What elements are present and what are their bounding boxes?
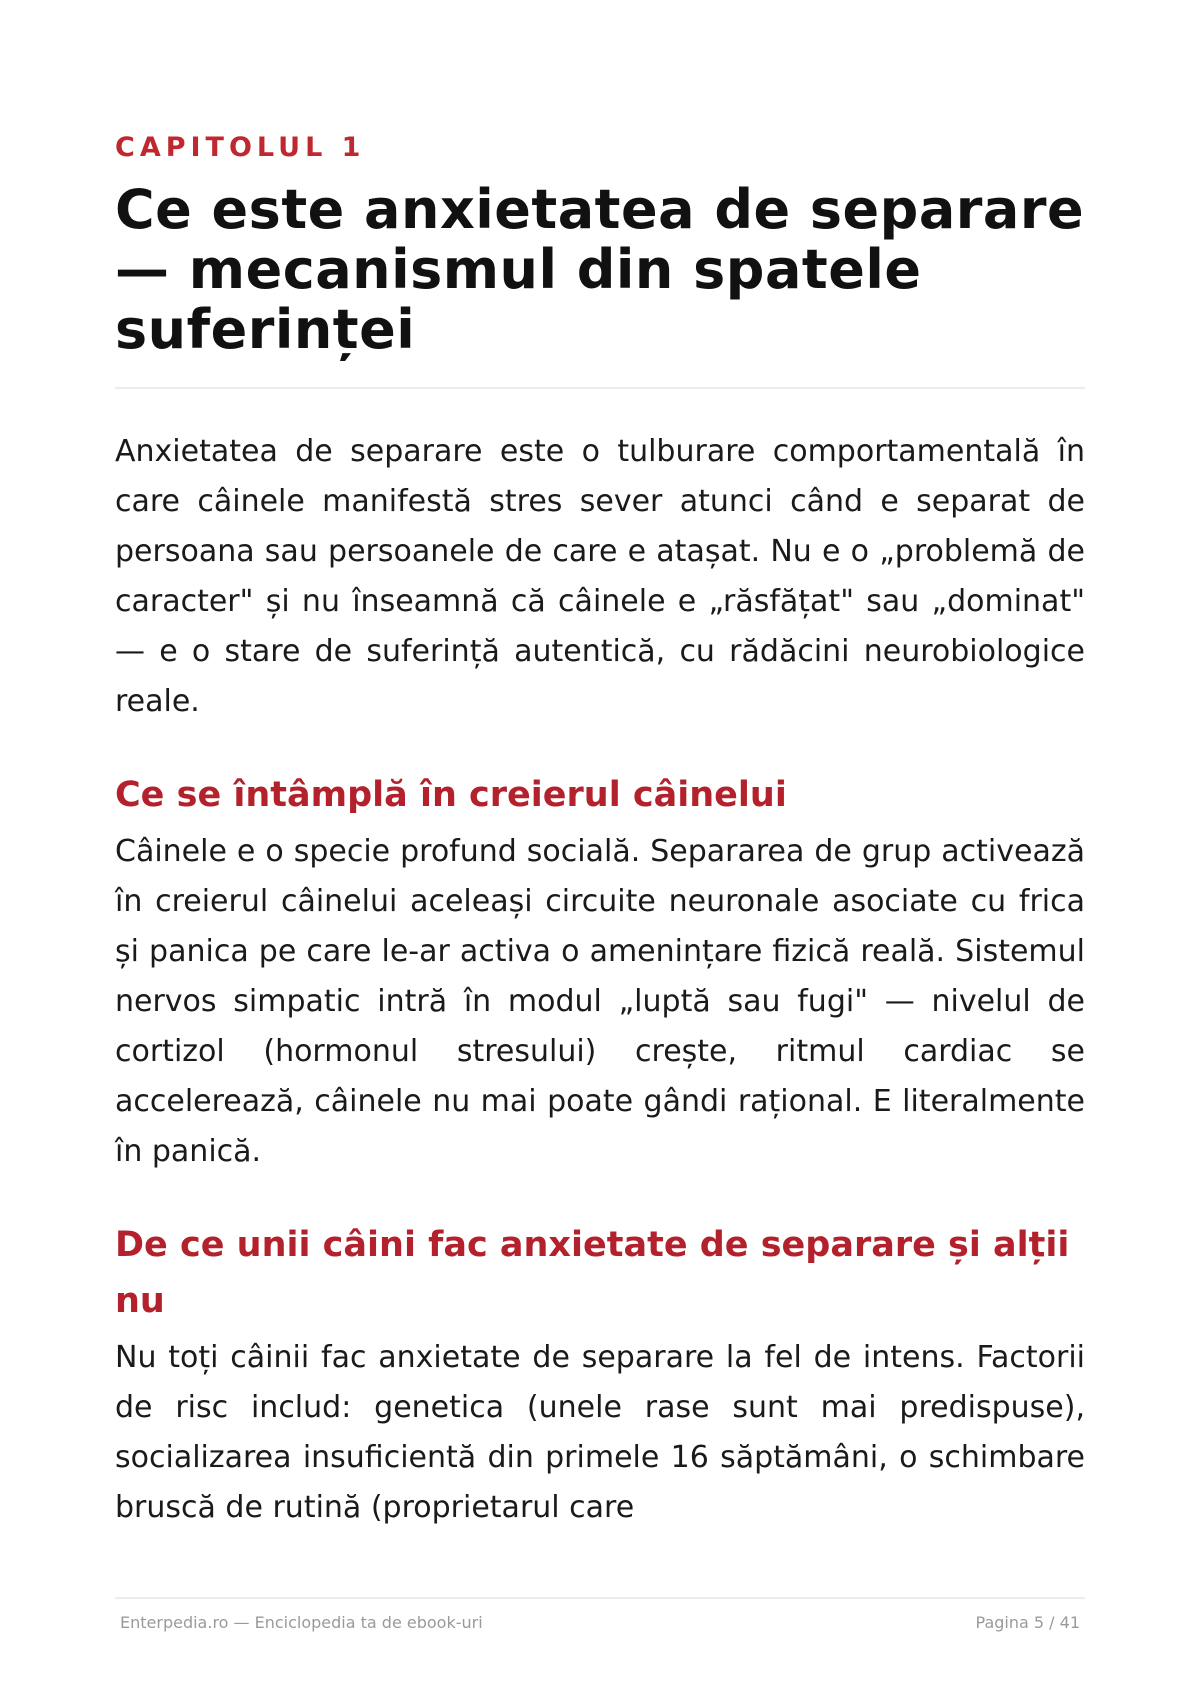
section-heading-risk-factors: De ce unii câini fac anxietate de separare și alții nu [115, 1225, 1070, 1321]
footer-site-name: Enterpedia.ro — Enciclopedia ta de ebook-uri [120, 1613, 483, 1632]
footer-page-number: Pagina 5 / 41 [975, 1613, 1080, 1632]
section-heading-brain: Ce se întâmplă în creierul câinelui [115, 775, 787, 815]
page-content [115, 128, 1085, 1533]
section-paragraph-risk-factors: Nu toți câinii fac anxietate de separare la fel de intens. Factorii de risc includ: genetica (unele rase sunt mai predispuse), socializarea insuficientă din primele 16 săptămâni, o schimbare bruscă de rutină (proprietarul care [115, 1340, 1085, 1525]
section-paragraph-brain: Câinele e o specie profund socială. Separarea de grup activează în creierul câinelui aceleași circuite neuronale asociate cu frica și panica pe care le-ar activa o amenințare fizică reală. Sistemul nervos simpatic intră în modul „luptă sau fugi" — nivelul de cortizol (hormonul stresului) crește, ritmul cardiac se accelerează, câinele nu mai poate gândi rațional. E literalmente în panică. [115, 834, 1085, 1169]
chapter-title: Ce este anxietatea de separare — mecanismul din spatele suferinței [115, 178, 1085, 361]
title-divider [115, 387, 1085, 389]
intro-paragraph: Anxietatea de separare este o tulburare comportamentală în care câinele manifestă stres sever atunci când e separat de persoana sau persoanele de care e atașat. Nu e o „problemă de caracter" și nu înseamnă că câinele e „răsfățat" sau „dominat" — e o stare de suferință autentică, cu rădăcini neurobiologice reale. [115, 434, 1085, 719]
chapter-label: CAPITOLUL 1 [115, 132, 366, 163]
footer-divider [115, 1597, 1085, 1599]
